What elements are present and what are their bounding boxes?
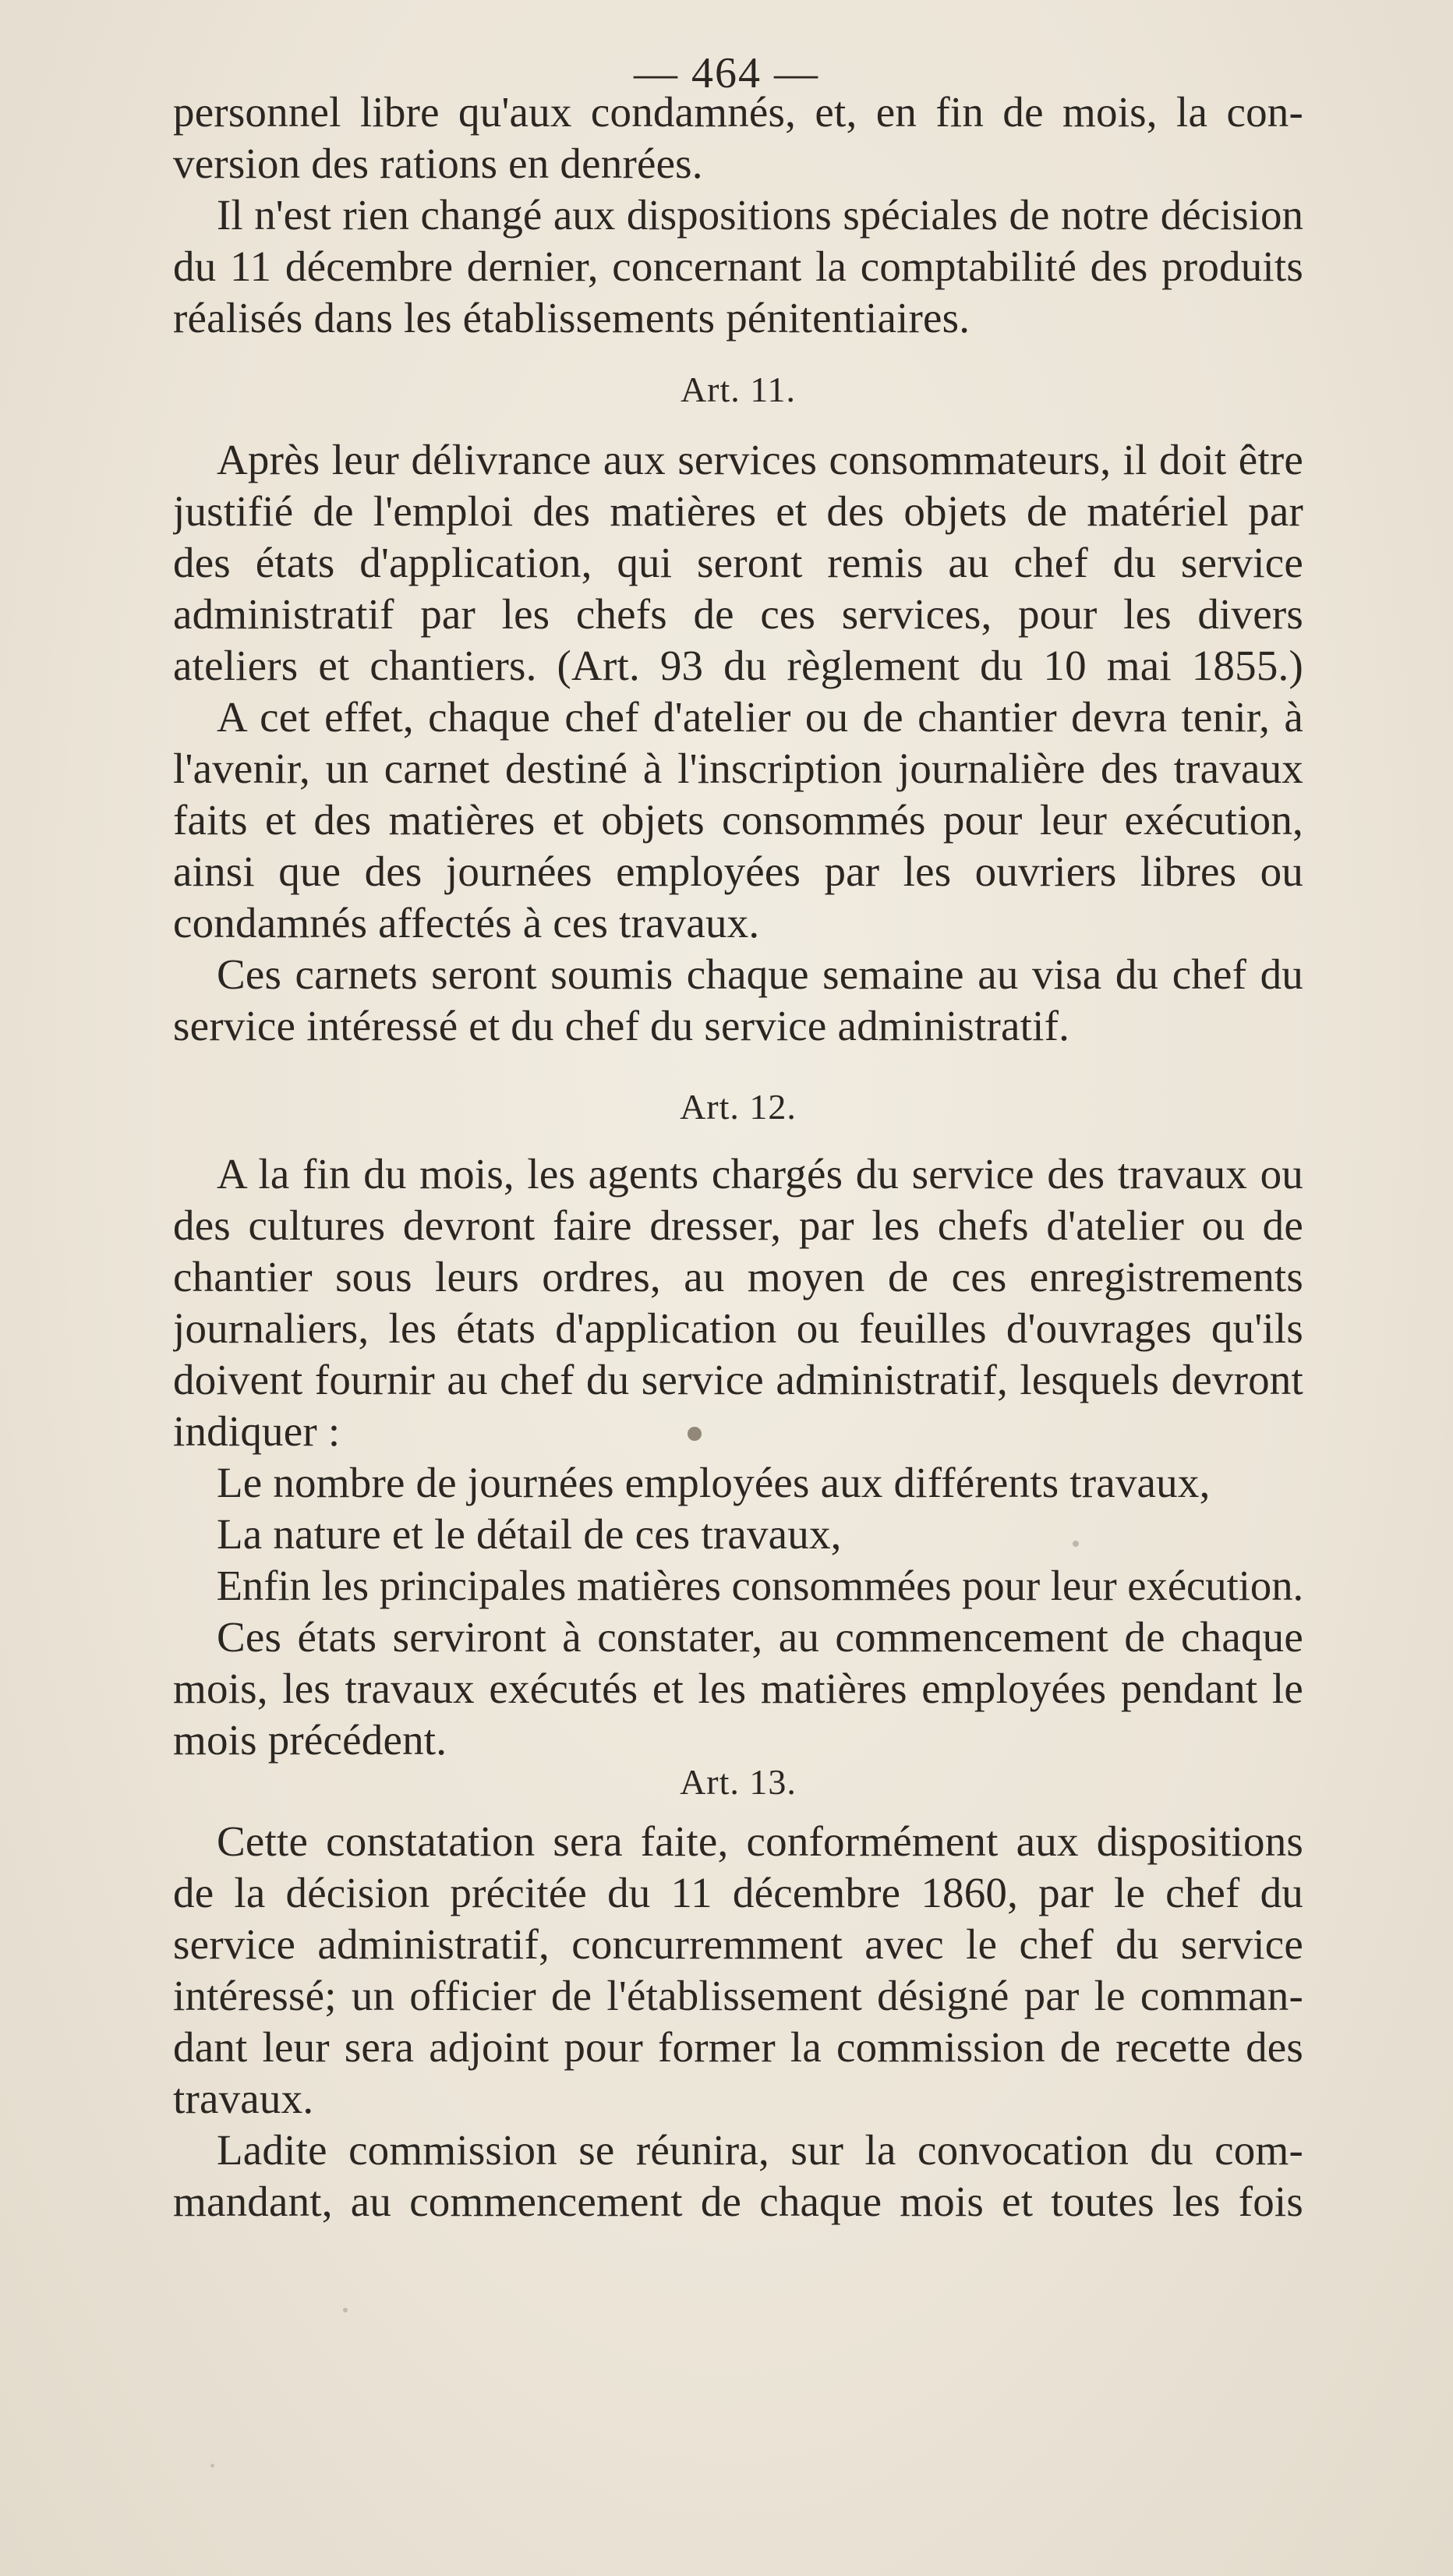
page-number: — 464 —: [634, 49, 819, 97]
text-line: Cette constatation sera faite, conformément aux dispositions: [217, 1817, 1303, 1865]
text-line: ainsi que des journées employées par les ouvriers libres ou: [173, 847, 1303, 895]
text-line: Ces états serviront à constater, au commencement de chaque: [217, 1613, 1303, 1661]
text-line: La nature et le détail de ces travaux,: [217, 1510, 842, 1558]
text-line: service administratif, concurremment avec le chef du service: [173, 1920, 1303, 1968]
paper-speck: [343, 2308, 348, 2312]
text-line: l'avenir, un carnet destiné à l'inscription journalière des travaux: [173, 745, 1303, 792]
text-line: travaux.: [173, 2075, 314, 2122]
text-line: Il n'est rien changé aux dispositions spéciales de notre décision: [217, 191, 1303, 239]
text-line: des états d'application, qui seront remis au chef du service: [173, 539, 1303, 586]
text-line: de la décision précitée du 11 décembre 1860, par le chef du: [173, 1869, 1303, 1916]
text-line: Après leur délivrance aux services consommateurs, il doit être: [217, 436, 1303, 483]
text-line: ateliers et chantiers. (Art. 93 du règlement du 10 mai 1855.): [173, 642, 1303, 689]
text-line: journaliers, les états d'application ou feuilles d'ouvrages qu'ils: [173, 1304, 1303, 1352]
text-line: justifié de l'emploi des matières et des objets de matériel par: [173, 487, 1303, 535]
text-line: réalisés dans les établissements pénitentiaires.: [173, 294, 970, 341]
text-line: mandant, au commencement de chaque mois et toutes les fois: [173, 2178, 1303, 2225]
ink-spot: [688, 1427, 702, 1441]
text-line: dant leur sera adjoint pour former la commission de recette des: [173, 2023, 1303, 2071]
ink-spot: [1073, 1541, 1079, 1547]
text-line: intéressé; un officier de l'établissement désigné par le comman-: [173, 1972, 1303, 2019]
text-line: mois, les travaux exécutés et les matières employées pendant le: [173, 1665, 1303, 1712]
text-line: Enfin les principales matières consommées pour leur exécution.: [216, 1562, 1304, 1609]
text-line: personnel libre qu'aux condamnés, et, en fin de mois, la con-: [173, 88, 1303, 136]
text-line: faits et des matières et objets consommés pour leur exécution,: [173, 796, 1303, 844]
text-line: chantier sous leurs ordres, au moyen de ces enregistrements: [173, 1253, 1303, 1300]
text-line: Ladite commission se réunira, sur la convocation du com-: [217, 2126, 1303, 2174]
text-line: condamnés affectés à ces travaux.: [173, 899, 760, 947]
text-line: A la fin du mois, les agents chargés du service des travaux ou: [217, 1150, 1303, 1198]
article-heading: Art. 13.: [680, 1762, 797, 1802]
text-line: Ces carnets seront soumis chaque semaine au visa du chef du: [217, 950, 1303, 998]
text-line: des cultures devront faire dresser, par les chefs d'atelier ou de: [173, 1201, 1303, 1249]
text-line: A cet effet, chaque chef d'atelier ou de chantier devra tenir, à: [217, 693, 1303, 741]
paper-speck: [210, 2464, 214, 2468]
text-line: indiquer :: [173, 1407, 341, 1455]
text-line: version des rations en denrées.: [173, 140, 703, 187]
text-line: service intéressé et du chef du service administratif.: [173, 1002, 1070, 1049]
article-heading: Art. 11.: [680, 370, 797, 409]
text-line: du 11 décembre dernier, concernant la comptabilité des produits: [173, 242, 1303, 290]
text-line: Le nombre de journées employées aux différents travaux,: [217, 1459, 1211, 1506]
text-line: doivent fournir au chef du service administratif, lesquels devront: [173, 1356, 1303, 1403]
text-line: mois précédent.: [173, 1716, 447, 1764]
article-heading: Art. 12.: [680, 1087, 797, 1127]
text-line: administratif par les chefs de ces services, pour les divers: [173, 590, 1303, 638]
